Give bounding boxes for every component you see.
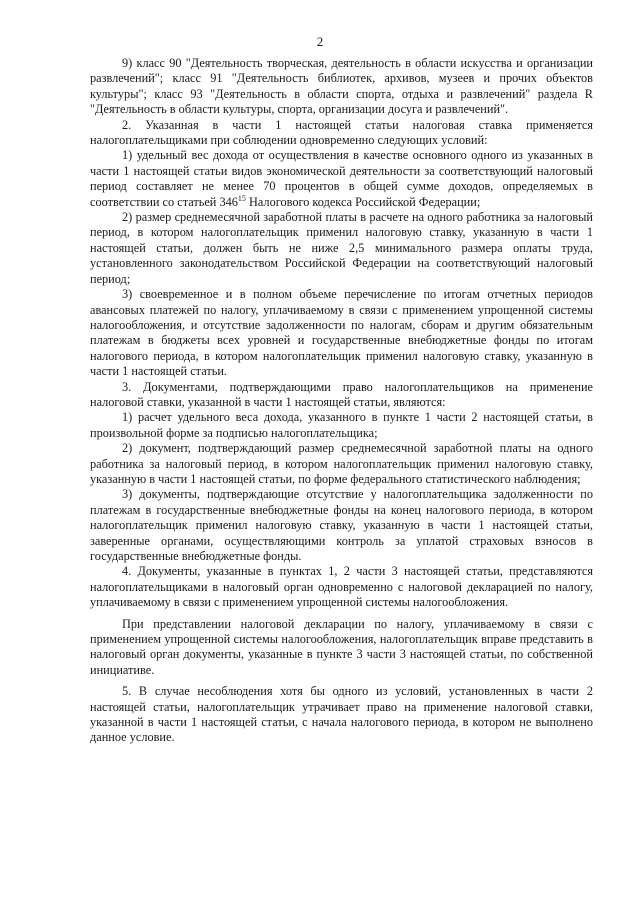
condition-1-text: 1) удельный вес дохода от осуществления в качестве основного одного из указанных в части 1 настоящей статьи видов экономической деятельности за соответствующий налоговый период составляет не менее 70 процентов в общей сумме доходов, определяемых в соответствии со статьей 346 xyxy=(90,148,593,209)
paragraph-part-5: 5. В случае несоблюдения хотя бы одного из условий, установленных в части 2 настоящей статьи, налогоплательщик утрачивает право на применение налоговой ставки, указанной в части 1 настоящей статьи, с начала налогового периода, в котором не выполнено данное условие. xyxy=(90,684,593,745)
paragraph-condition-3: 3) своевременное и в полном объеме перечисление по итогам отчетных периодов авансовых платежей по налогу, уплачиваемому в связи с применением упрощенной системы налогообложения, и отсутствие задолженности по налогам, сборам и другим обязательным платежам в бюджеты всех уровней и государственные внебюджетные фонды по итогам налогового периода, в котором налогоплательщик применил налоговую ставку, указанную в части 1 настоящей статьи. xyxy=(90,287,593,379)
paragraph-document-3: 3) документы, подтверждающие отсутствие у налогоплательщика задолженности по платежам в государственные внебюджетные фонды на конец налогового периода, в котором налогоплательщик применил налоговую ставку, указанную в части 1 настоящей статьи, заверенные органами, осуществляющими контроль за уплатой страховых взносов в государственные внебюджетные фонды. xyxy=(90,487,593,563)
paragraph-document-1: 1) расчет удельного веса дохода, указанного в пункте 1 части 2 настоящей статьи, в произвольной форме за подписью налогоплательщика; xyxy=(90,410,593,440)
paragraph-part-4-note: При представлении налоговой декларации по налогу, уплачиваемому в связи с применением упрощенной системы налогообложения, налогоплательщик вправе представить в налоговый орган документы, указанные в пункте 3 части 3 настоящей статьи, по собственной инициативе. xyxy=(90,616,593,677)
document-body xyxy=(90,56,593,746)
paragraph-condition-2: 2) размер среднемесячной заработной платы в расчете на одного работника за налоговый период, в котором налогоплательщик применил налоговую ставку, указанную в части 1 настоящей статьи, должен быть не ниже 2,5 минимального размера оплаты труда, установленного законодательством Российской Федерации на соответствующий налоговый период; xyxy=(90,210,593,286)
paragraph-part-3: 3. Документами, подтверждающими право налогоплательщиков на применение налоговой ставки, указанной в части 1 настоящей статьи, являются: xyxy=(90,379,593,409)
condition-1-text-end: Налогового кодекса Российской Федерации; xyxy=(245,194,481,209)
paragraph-document-2: 2) документ, подтверждающий размер среднемесячной заработной платы на одного работника за налоговый период, в котором налогоплательщик применил налоговую ставку, указанную в части 1 настоящей статьи, по форме федерального статистического наблюдения; xyxy=(90,441,593,486)
paragraph-condition-1 xyxy=(90,148,593,210)
paragraph-part-4: 4. Документы, указанные в пунктах 1, 2 части 3 настоящей статьи, представляются налогоплательщиками в налоговый орган одновременно с налоговой декларацией по налогу, уплачиваемому в связи с применением упрощенной системы налогообложения. xyxy=(90,564,593,610)
paragraph-part-2: 2. Указанная в части 1 настоящей статьи налоговая ставка применяется налогоплательщиками при соблюдении одновременно следующих условий: xyxy=(90,117,593,148)
paragraph-class-list: 9) класс 90 "Деятельность творческая, деятельность в области искусства и организации развлечений"; класс 91 "Деятельность библиотек, архивов, музеев и прочих объектов культуры"; класс 93 "Деятельность в области спорта, отдыха и развлечений" раздела R "Деятельность в области культуры, спорта, организации досуга и развлечений". xyxy=(90,56,593,117)
page-number: 2 xyxy=(316,34,324,49)
article-superscript: 15 xyxy=(237,193,246,203)
